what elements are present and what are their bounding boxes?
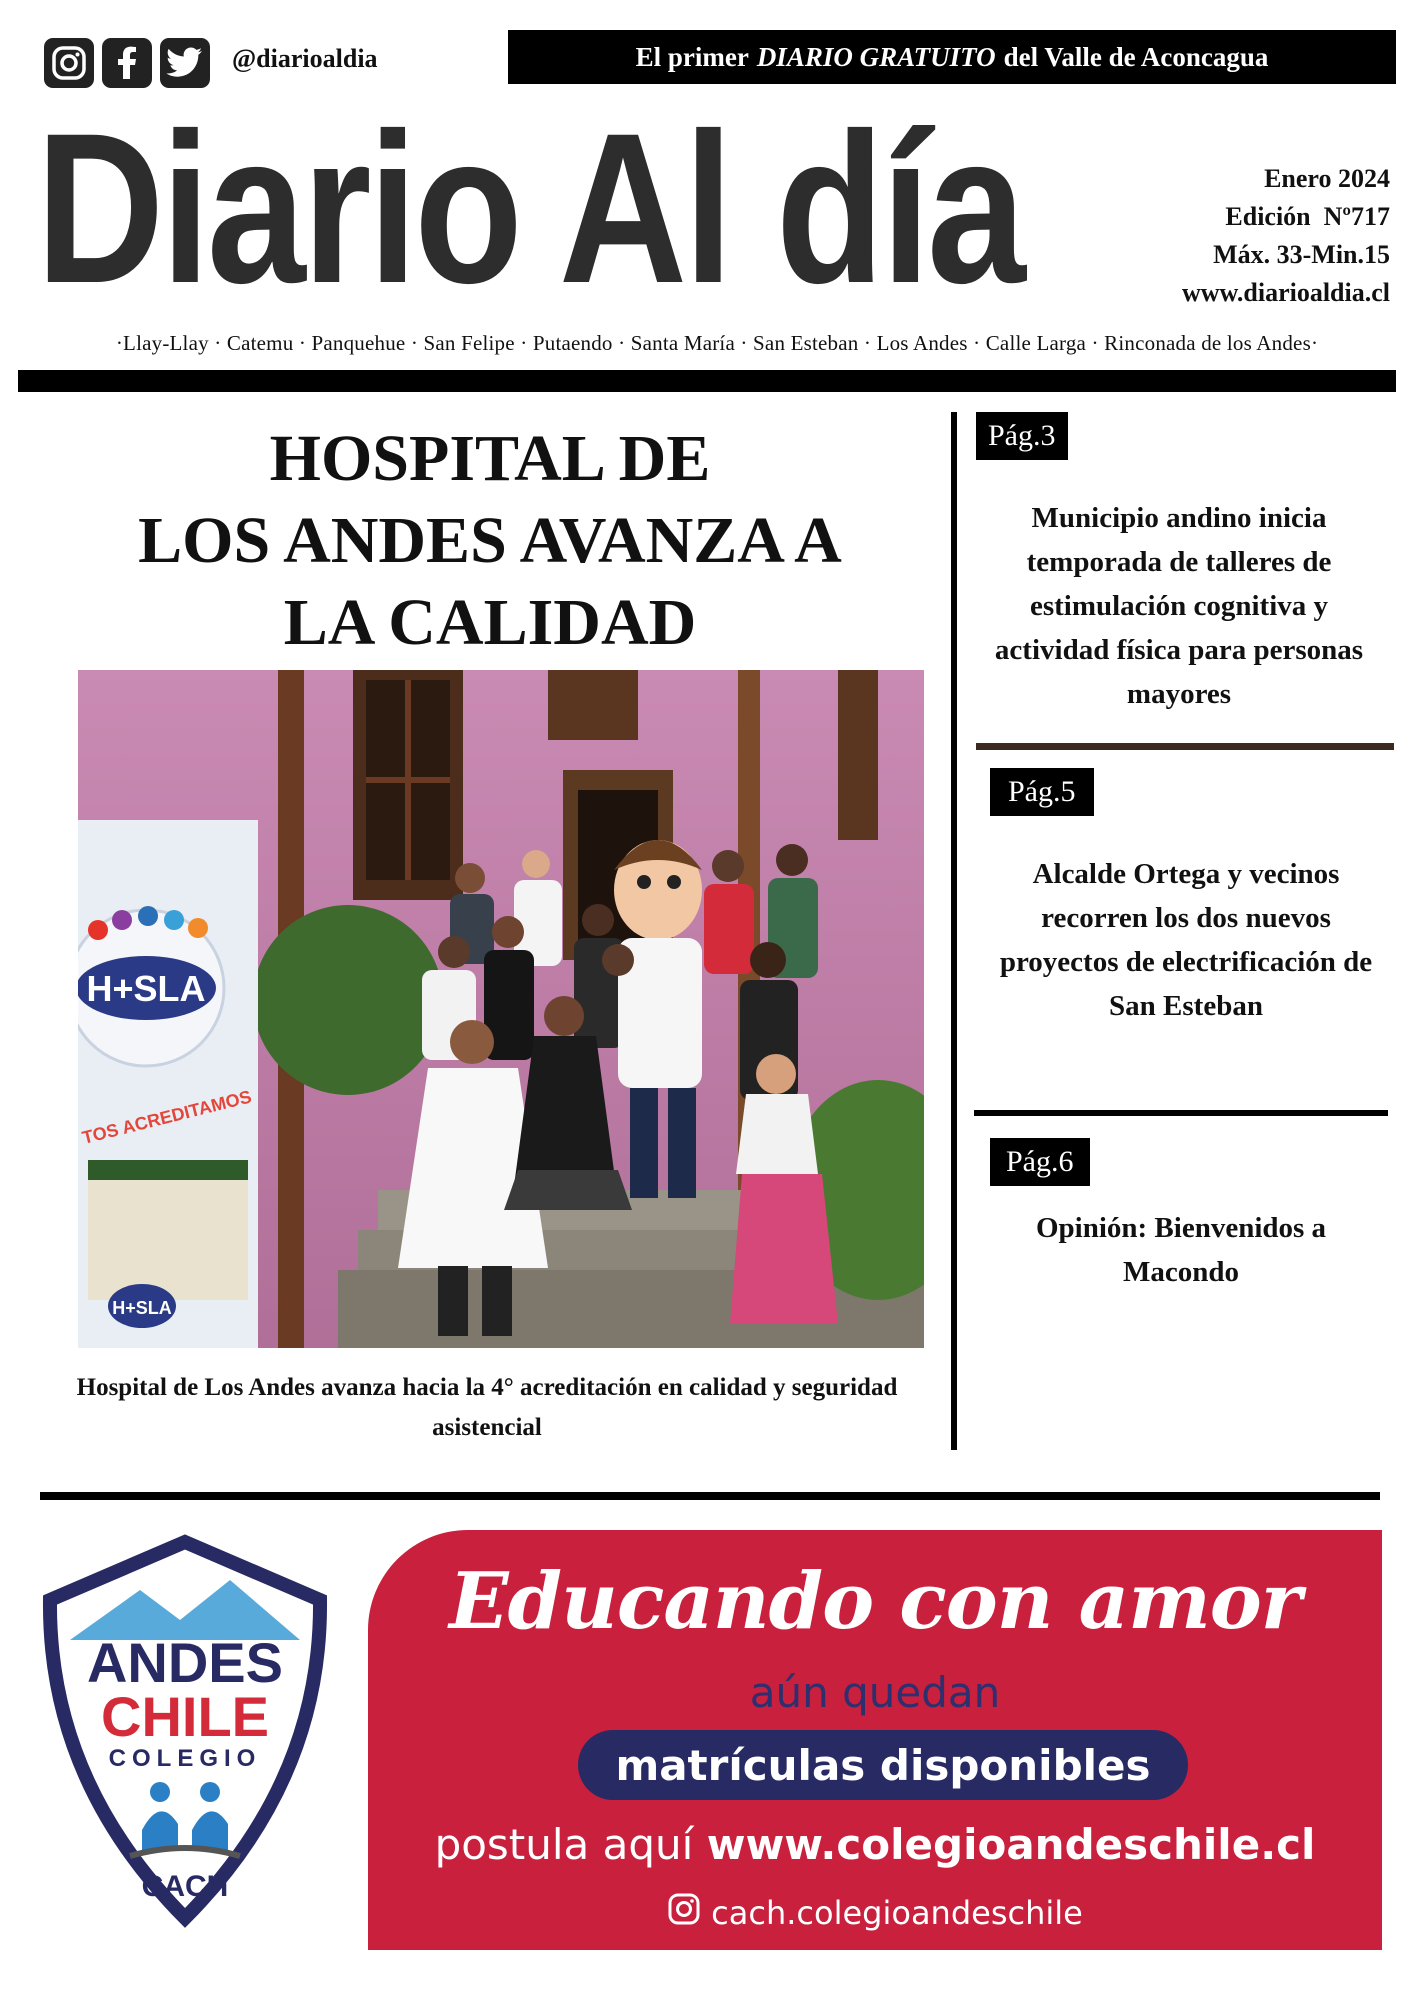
ad-apply-url[interactable]: www.colegioandeschile.cl — [706, 1820, 1316, 1869]
tagline-after: del Valle de Aconcagua — [1003, 41, 1269, 72]
crest-colegio: COLEGIO — [108, 1745, 262, 1772]
sidebar-divider — [976, 743, 1394, 750]
masthead-title: Diario Al día — [36, 89, 1023, 328]
crest-andes: ANDES — [86, 1631, 284, 1694]
issue-edition: Edición Nº717 — [1225, 202, 1390, 231]
facebook-icon[interactable] — [102, 38, 152, 88]
sidebar-story-title[interactable]: Municipio andino inicia temporada de talleres de estimulación cognitiva y actividad física para personas mayores — [994, 502, 1364, 710]
tagline-banner — [508, 30, 1396, 84]
headline-line: HOSPITAL DE — [269, 422, 711, 495]
crest-cach: CACH — [141, 1870, 229, 1903]
ad-instagram[interactable] — [368, 1892, 1382, 1934]
page-ref-badge[interactable]: Pág.5 — [990, 768, 1094, 816]
main-headline[interactable] — [70, 418, 910, 664]
website-link[interactable]: www.diarioaldia.cl — [1181, 278, 1390, 307]
page-ref-badge[interactable]: Pág.3 — [976, 412, 1068, 460]
header-divider — [18, 370, 1396, 392]
column-divider — [951, 412, 957, 1450]
ad-apply-label: postula aquí — [434, 1820, 694, 1869]
ad-slogan: Educando con amor — [449, 1556, 1301, 1647]
hosla-small-logo: H+SLA — [112, 1298, 172, 1318]
banner-slogan: TOS ACREDITAMOS — [80, 1086, 254, 1148]
ad-subtitle: aún quedan — [749, 1668, 1001, 1717]
issue-date: Enero 2024 — [1264, 164, 1390, 193]
main-photo[interactable] — [78, 670, 924, 1348]
twitter-icon[interactable] — [160, 38, 210, 88]
section-divider — [40, 1492, 1380, 1500]
photo-caption: Hospital de Los Andes avanza hacia la 4° acreditación en calidad y seguridad asistencial — [76, 1374, 898, 1441]
social-icons — [44, 38, 210, 88]
ad-apply-line — [368, 1820, 1382, 1869]
issue-meta — [1182, 160, 1390, 312]
school-ad-banner[interactable] — [368, 1530, 1382, 1950]
social-handle: @diarioaldia — [232, 44, 378, 73]
hosla-logo-text: H+SLA — [86, 968, 206, 1009]
ad-enrollment-pill: matrículas disponibles — [578, 1730, 1188, 1800]
tagline-emphasis: DIARIO GRATUITO — [756, 41, 996, 72]
headline-line: LOS ANDES AVANZA A — [138, 504, 842, 577]
sidebar-divider — [974, 1110, 1388, 1116]
issue-weather: Máx. 33-Min.15 — [1213, 240, 1390, 269]
headline-line: LA CALIDAD — [283, 586, 697, 659]
towns-strip: ·Llay-Llay · Catemu · Panquehue · San Felipe · Putaendo · Santa María · San Esteban · Los Andes · Calle Larga · Rinconada de los Andes· — [115, 331, 1319, 355]
school-crest-logo[interactable] — [30, 1530, 340, 1930]
sidebar-story-title[interactable]: Opinión: Bienvenidos a Macondo — [1035, 1212, 1327, 1288]
sidebar-story-title[interactable]: Alcalde Ortega y vecinos recorren los dos nuevos proyectos de electrificación de San Esteban — [999, 858, 1373, 1022]
page-ref-badge[interactable]: Pág.6 — [990, 1138, 1090, 1186]
instagram-icon[interactable] — [44, 38, 94, 88]
ad-instagram-handle: cach.colegioandeschile — [711, 1894, 1083, 1932]
instagram-icon — [667, 1892, 701, 1934]
tagline-before: El primer — [635, 41, 749, 72]
crest-chile: CHILE — [101, 1685, 269, 1748]
